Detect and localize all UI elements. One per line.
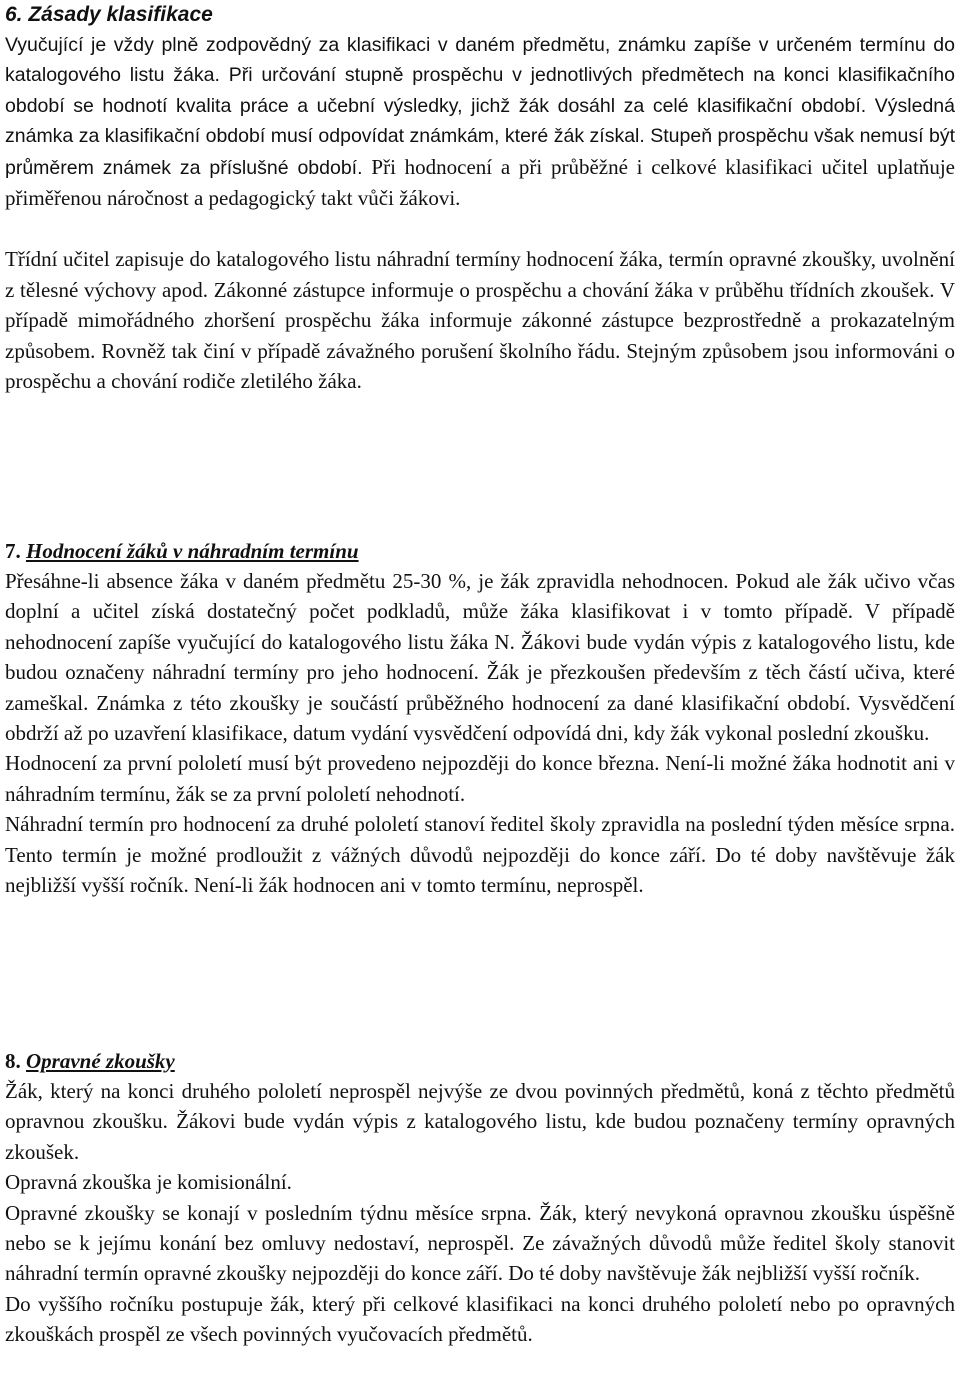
section-8-number: 8. [5, 1049, 21, 1073]
document-page [5, 0, 955, 1347]
section-7-heading [5, 536, 955, 566]
section-8-paragraph: Opravná zkouška je komisionální. [5, 1170, 292, 1195]
section-6 [5, 0, 955, 396]
section-6-paragraph-1-serif: Při hodnocení a při průběžné i celkové klasifikaci učitel uplatňuje přiměřenou náročnost a pedagogický takt vůči žákovi. [5, 154, 955, 211]
section-7-paragraph: Přesáhne-li absence žáka v daném předmětu 25-30 %, je žák zpravidla nehodnocen. Pokud ale žák učivo včas doplní a učitel získá dostatečný počet podkladů, může žáka klasifikovat i v tomto případě. V případě nehodnocení zapíše vyučující do katalogového listu žáka N. Žákovi bude vydán výpis z katalogového listu, kde budou označeny náhradní termíny pro jeho hodnocení. Žák je přezkoušen především z těch částí učiva, které zameškal. Známka z této zkoušky je součástí průběžného hodnocení za dané klasifikační období. Vysvědčení obdrží až po uzavření klasifikace, datum vydání vysvědčení odpovídá dni, kdy žák vykonal poslední zkoušku. [5, 569, 955, 746]
section-7-number: 7. [5, 539, 21, 563]
section-6-heading: 6. Zásady klasifikace [5, 3, 213, 26]
section-8-title: Opravné zkoušky [26, 1049, 175, 1073]
section-7-title: Hodnocení žáků v náhradním termínu [26, 539, 359, 563]
section-7-paragraph: Hodnocení za první pololetí musí být provedeno nejpozději do konce března. Není-li možné žáka hodnotit ani v náhradním termínu, žák se za první pololetí nehodnotí. [5, 751, 955, 806]
section-6-paragraph-1 [5, 30, 955, 214]
section-7-paragraph: Náhradní termín pro hodnocení za druhé pololetí stanoví ředitel školy zpravidla na poslední týden měsíce srpna. Tento termín je možné prodloužit z vážných důvodů nejpozději do konce září. Do té doby navštěvuje žák nejbližší vyšší ročník. Není-li žák hodnocen ani v tomto termínu, neprospěl. [5, 812, 955, 898]
section-6-paragraph-1-sans: Vyučující je vždy plně zodpovědný za klasifikaci v daném předmětu, známku zapíše v určeném termínu do katalogového listu žáka. Při určování stupně prospěchu v jednotlivých předmětech na konci klasifikačního období se hodnotí kvalita práce a učební výsledky, jichž žák dosáhl za celé klasifikační období. Výsledná známka za klasifikační období musí odpovídat známkám, které žák získal. Stupeň prospěchu však nemusí být průměrem známek za příslušné období. [5, 34, 955, 179]
section-6-paragraph-2: Třídní učitel zapisuje do katalogového listu náhradní termíny hodnocení žáka, termín opravné zkoušky, uvolnění z tělesné výchovy apod. Zákonné zástupce informuje o prospěchu a chování žáka v průběhu třídních zkoušek. V případě mimořádného zhoršení prospěchu žáka informuje zákonné zástupce bezprostředně a prokazatelným způsobem. Rovněž tak činí v případě závažného porušení školního řádu. Stejným způsobem jsou informováni o prospěchu a chování rodiče zletilého žáka. [5, 247, 955, 394]
section-8-paragraph: Opravné zkoušky se konají v posledním týdnu měsíce srpna. Žák, který nevykoná opravnou zkoušku úspěšně nebo se k jejímu konání bez omluvy nedostaví, neprospěl. Ze závažných důvodů může ředitel školy stanovit náhradní termín opravné zkoušky nejpozději do konce září. Do té doby navštěvuje žák nejbližší vyšší ročník. [5, 1200, 955, 1286]
section-8 [5, 1046, 955, 1350]
section-7 [5, 536, 955, 900]
section-8-paragraph: Žák, který na konci druhého pololetí neprospěl nejvýše ze dvou povinných předmětů, koná z těchto předmětů opravnou zkoušku. Žákovi bude vydán výpis z katalogového listu, kde budou poznačeny termíny opravných zkoušek. [5, 1079, 955, 1164]
section-8-paragraph: Do vyššího ročníku postupuje žák, který při celkové klasifikaci na konci druhého pololetí nebo po opravných zkouškách prospěl ze všech povinných vyučovacích předmětů. [5, 1291, 955, 1347]
section-8-heading [5, 1046, 955, 1076]
